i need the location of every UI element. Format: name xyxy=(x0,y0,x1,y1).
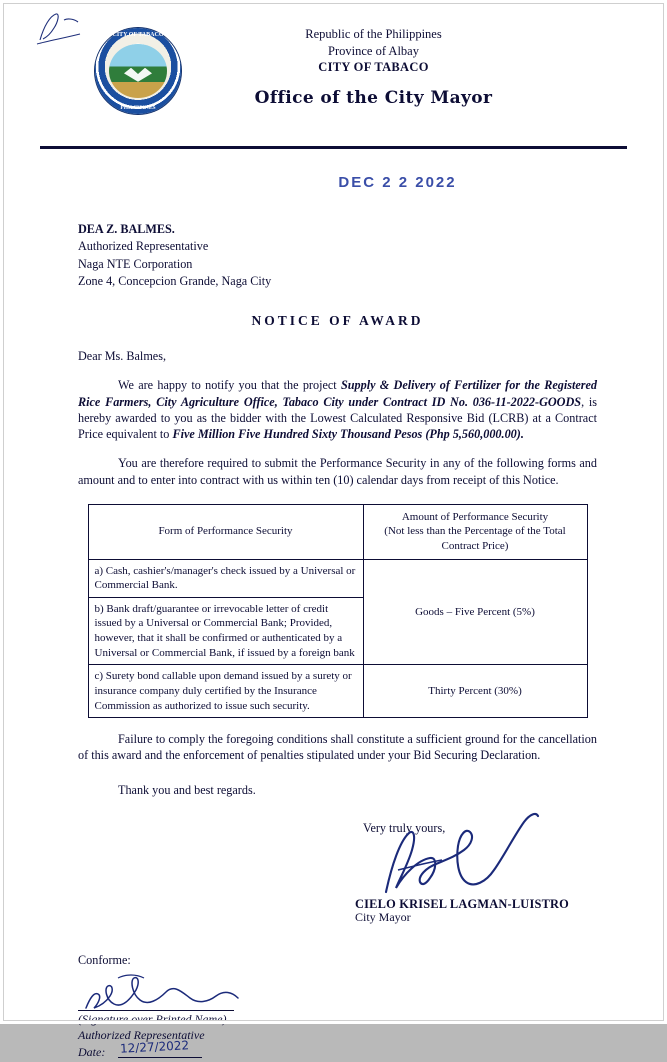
signer-position: City Mayor xyxy=(355,909,411,924)
signature-block xyxy=(78,820,597,924)
addressee-company: Naga NTE Corporation xyxy=(78,256,193,271)
conforme-signature-caption: (Signature over Printed Name) xyxy=(78,1011,227,1026)
table-header-row xyxy=(88,504,587,559)
cell-form-a: a) Cash, cashier's/manager's check issued by a Universal or Commercial Bank. xyxy=(88,559,363,597)
header-divider xyxy=(40,146,627,149)
conforme-date-value: 12/27/2022 xyxy=(119,1038,190,1056)
republic-line: Republic of the Philippines xyxy=(305,27,442,41)
letterhead xyxy=(0,0,667,136)
signer-name: CIELO KRISEL LAGMAN-LUISTRO xyxy=(355,896,570,911)
contract-price: Five Million Five Hundred Sixty Thousand Pesos (Php 5,560,000.00). xyxy=(172,427,524,442)
addressee-block xyxy=(78,221,597,290)
mayor-signature-icon xyxy=(378,812,568,904)
header-amount-of-security xyxy=(363,504,587,559)
addressee-role: Authorized Representative xyxy=(78,239,209,254)
city-line: CITY OF TABACO xyxy=(318,60,429,74)
paragraph-award xyxy=(78,377,597,442)
paragraph-performance-security: You are therefore required to submit the Performance Security in any of the following forms and amount and to enter into contract with us within ten (10) calendar days from receipt of this Notice. xyxy=(78,456,597,487)
conforme-date-line xyxy=(118,1057,202,1058)
para1-part3: , is hereby awarded to you as the bidder with the Lowest Calculated Responsive Bid (LCRB) at a Contract Price equivalent to xyxy=(78,394,598,442)
table-row xyxy=(88,665,587,718)
conforme-date-label: Date: xyxy=(78,1044,106,1059)
addressee-name: DEA Z. BALMES. xyxy=(78,221,175,236)
header-form-of-security: Form of Performance Security xyxy=(88,504,363,559)
table-row xyxy=(88,559,587,597)
project-name: Supply & Delivery of Fertilizer for the Registered Rice Farmers, City Agriculture Office, Tabaco City under Contract ID No. 036-11-2022-GOODS xyxy=(78,378,597,409)
province-line: Province of Albay xyxy=(328,43,419,58)
header-amount-line1: Amount of Performance Security xyxy=(401,510,549,523)
conforme-role: Authorized Representative xyxy=(78,1027,205,1042)
very-truly-yours: Very truly yours, xyxy=(363,820,446,835)
seal-bottom-text: PHILIPPINES xyxy=(120,105,156,111)
header-amount-line2: (Not less than the Percentage of the Total Contract Price) xyxy=(384,525,566,552)
document-title: NOTICE OF AWARD xyxy=(251,313,424,329)
conforme-signature-line xyxy=(78,1010,234,1011)
salutation: Dear Ms. Balmes, xyxy=(78,349,167,364)
seal-top-text: CITY OF TABACO xyxy=(112,32,164,38)
paragraph-thanks: Thank you and best regards. xyxy=(118,782,256,797)
para1-part1: We are happy to notify you that the project xyxy=(118,378,341,393)
office-title: Office of the City Mayor xyxy=(254,87,493,108)
cell-amount-surety: Thirty Percent (30%) xyxy=(363,665,587,718)
cell-form-b: b) Bank draft/guarantee or irrevocable letter of credit issued by a Universal or Commercial Bank; Provided, however, that it shall be confirmed or authenticated by a Universal or Commercial Bank, if issued by a foreign bank xyxy=(88,597,363,665)
seal-center-emblem xyxy=(109,44,167,98)
paragraph-failure-to-comply: Failure to comply the foregoing conditions shall constitute a sufficient ground for the cancellation of this award and the enforcement of penalties stipulated under your Bid Securing Declaration. xyxy=(78,732,597,763)
date-stamp: DEC 2 2 2022 xyxy=(338,174,457,191)
conforme-block xyxy=(78,952,597,1062)
performance-security-table xyxy=(88,504,588,719)
city-seal-icon xyxy=(95,28,181,114)
seal-bird-icon xyxy=(124,68,152,82)
addressee-address: Zone 4, Concepcion Grande, Naga City xyxy=(78,273,272,288)
conforme-label: Conforme: xyxy=(78,952,131,967)
letter-body xyxy=(0,173,667,1062)
cell-form-c: c) Surety bond callable upon demand issued by a surety or insurance company duly certified by the Insurance Commission as authorized to issue such security. xyxy=(88,665,363,718)
cell-amount-goods: Goods – Five Percent (5%) xyxy=(363,559,587,665)
